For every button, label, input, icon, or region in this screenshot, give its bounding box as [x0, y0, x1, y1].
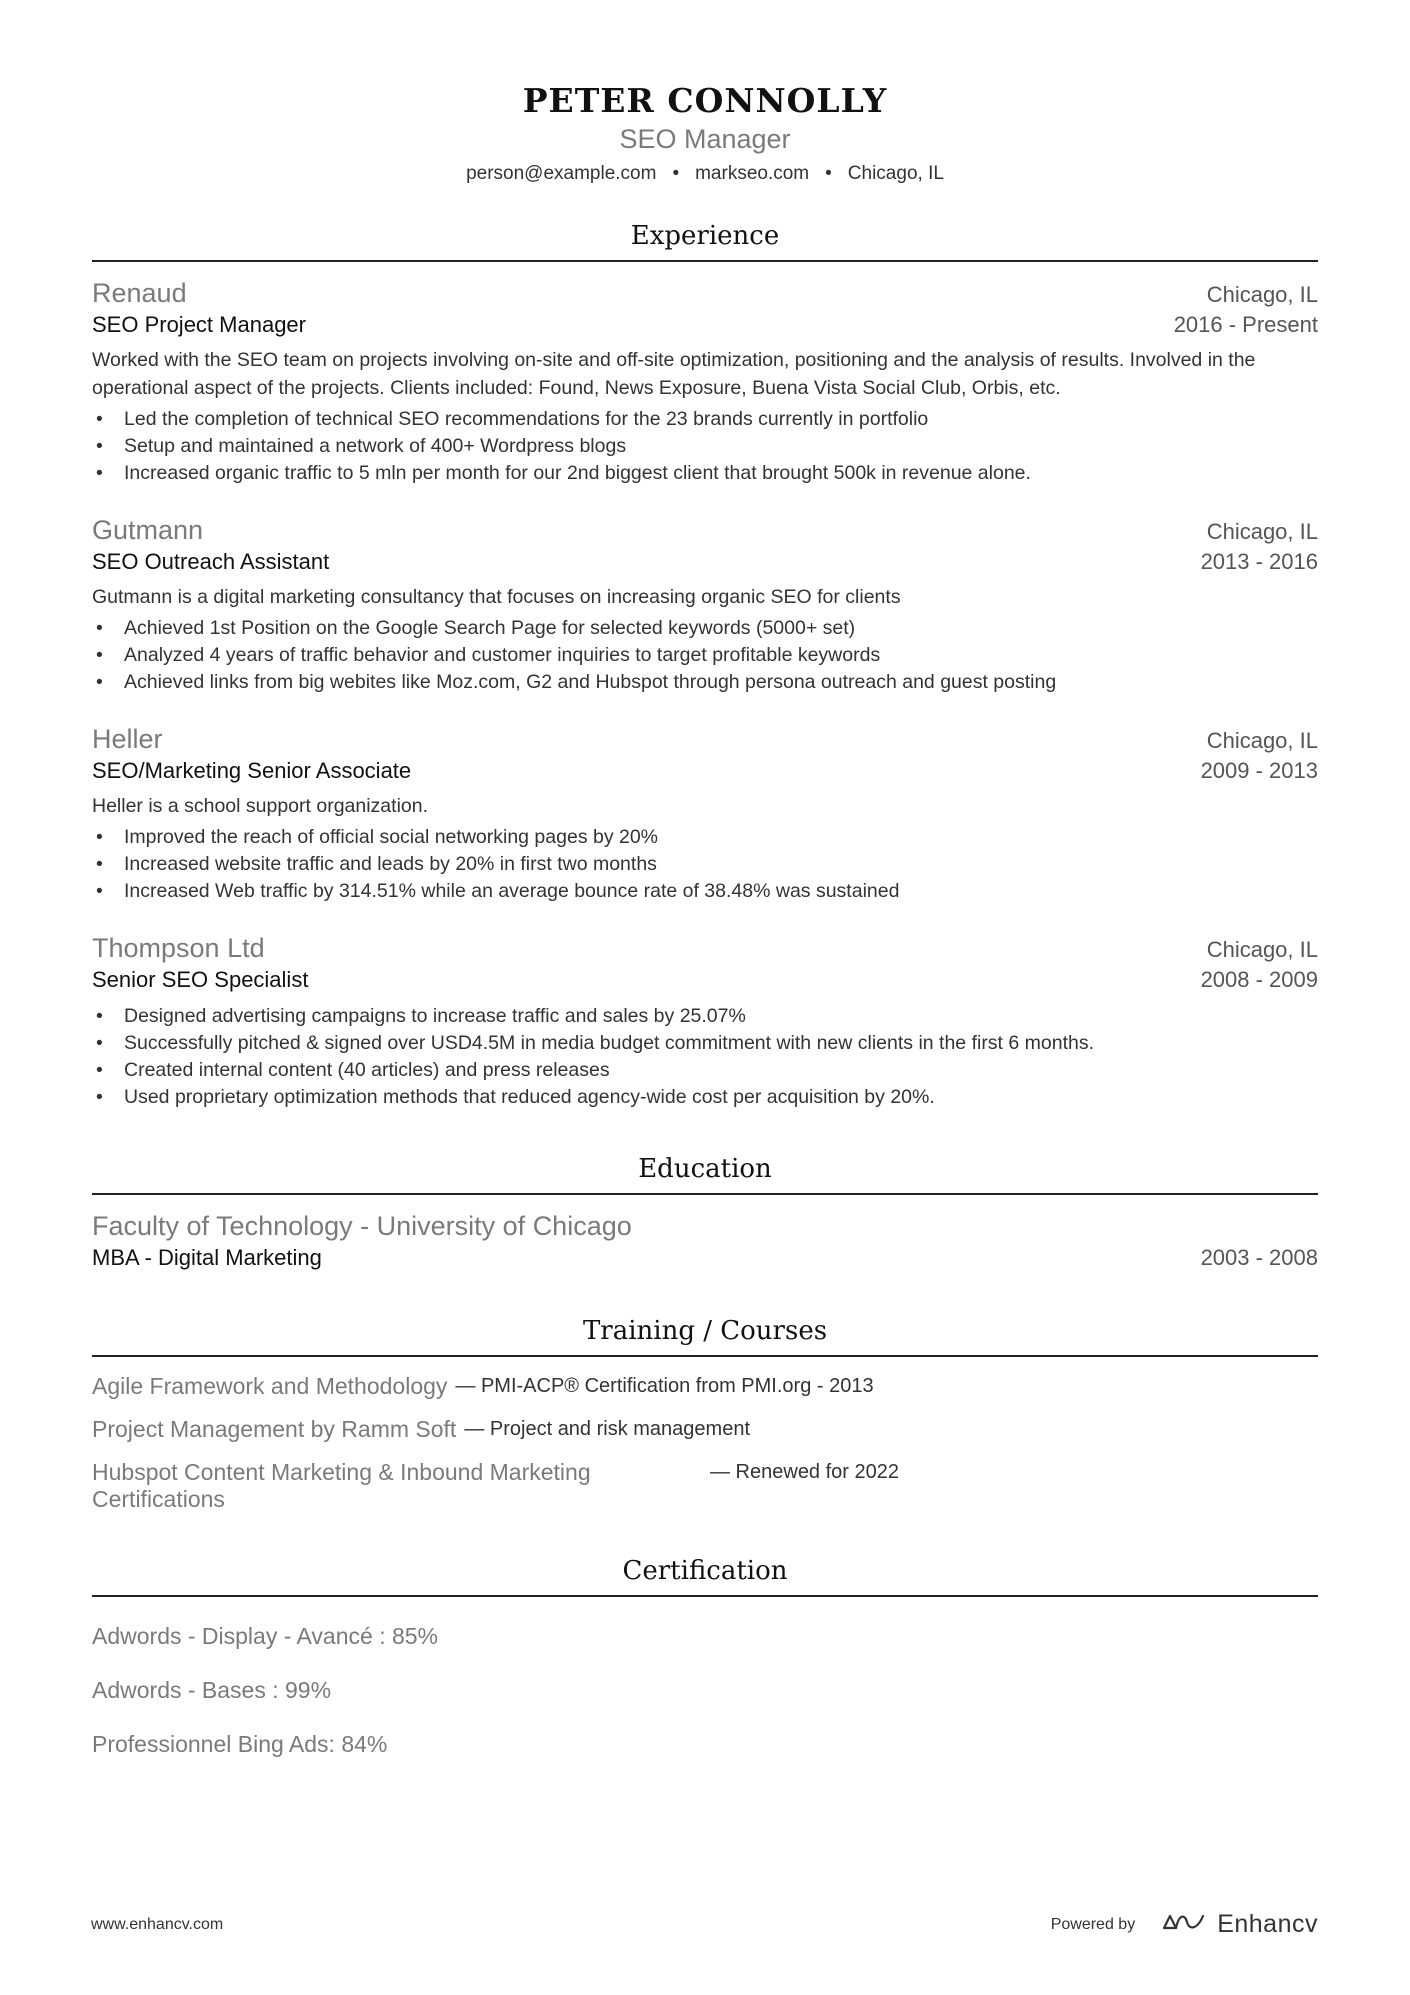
- achievement-list: [92, 615, 1318, 696]
- achievement-item: • Led the completion of technical SEO recommendations for the 23 brands currently in portfolio: [92, 406, 1318, 433]
- achievement-list: [92, 406, 1318, 487]
- enhancv-logo-icon: [1161, 1910, 1207, 1939]
- job-description: Gutmann is a digital marketing consultancy that focuses on increasing organic SEO for clients: [92, 586, 901, 608]
- achievement-item: • Created internal content (40 articles) and press releases: [92, 1057, 1318, 1084]
- education-section: [92, 1151, 1318, 1273]
- section-title: Certification: [92, 1553, 1318, 1597]
- education-dates: 2003 - 2008: [1200, 1245, 1318, 1270]
- job-location: Chicago, IL: [1206, 519, 1318, 544]
- job-title: SEO/Marketing Senior Associate: [92, 758, 412, 783]
- email-link[interactable]: person@example.com: [466, 163, 657, 184]
- company-name: Heller: [92, 724, 163, 754]
- achievement-item: • Increased website traffic and leads by 20% in first two months: [92, 851, 1318, 878]
- resume-header: [92, 80, 1318, 188]
- job-description: Heller is a school support organization.: [92, 795, 429, 817]
- experience-entry: [92, 276, 1318, 487]
- job-title: Senior SEO Specialist: [92, 967, 309, 992]
- experience-entry: [92, 931, 1318, 1111]
- course-detail: — Project and risk management: [464, 1418, 751, 1440]
- achievement-item: • Improved the reach of official social networking pages by 20%: [92, 824, 1318, 851]
- course-item: [92, 1373, 1318, 1400]
- job-location: Chicago, IL: [1206, 937, 1318, 962]
- job-title: SEO Project Manager: [92, 312, 306, 337]
- section-title: Experience: [92, 218, 1318, 262]
- course-name: Hubspot Content Marketing & Inbound Marketing Certifications: [92, 1459, 591, 1512]
- experience-entry: [92, 513, 1318, 696]
- job-title: SEO Outreach Assistant: [92, 549, 330, 574]
- candidate-role: SEO Manager: [619, 124, 791, 154]
- location-text: Chicago, IL: [847, 163, 944, 184]
- job-dates: 2013 - 2016: [1200, 549, 1318, 574]
- course-detail: — Renewed for 2022: [710, 1461, 900, 1483]
- powered-by-label: Powered by: [1050, 1915, 1136, 1933]
- course-name: Project Management by Ramm Soft: [92, 1416, 457, 1442]
- page-footer: [91, 1910, 1318, 1939]
- job-description: Worked with the SEO team on projects involving on-site and off-site optimization, positioning and the analysis of results. Involved in the operational aspect of the projects. Clients included: Found, News Exposure, Buena Vista Social Club, Orbis, etc.: [92, 349, 1256, 399]
- achievement-item: • Setup and maintained a network of 400+ Wordpress blogs: [92, 433, 1318, 460]
- course-item: [92, 1459, 1318, 1513]
- section-title: Training / Courses: [92, 1313, 1318, 1357]
- certification-item: Professionnel Bing Ads: 84%: [92, 1731, 388, 1757]
- company-name: Thompson Ltd: [92, 933, 265, 963]
- school-name: Faculty of Technology - University of Chicago: [92, 1211, 632, 1241]
- website-link[interactable]: markseo.com: [695, 163, 810, 184]
- achievement-item: • Designed advertising campaigns to increase traffic and sales by 25.07%: [92, 1003, 1318, 1030]
- achievement-item: • Increased Web traffic by 314.51% while an average bounce rate of 38.48% was sustained: [92, 878, 1318, 905]
- powered-by-block: [1051, 1910, 1318, 1939]
- job-location: Chicago, IL: [1206, 282, 1318, 307]
- achievement-list: [92, 1003, 1318, 1111]
- achievement-item: • Used proprietary optimization methods that reduced agency-wide cost per acquisition by 20%.: [92, 1084, 1318, 1111]
- contact-line: [92, 160, 1318, 188]
- job-dates: 2008 - 2009: [1200, 967, 1318, 992]
- course-name: Agile Framework and Methodology: [92, 1373, 448, 1399]
- brand-name[interactable]: Enhancv: [1217, 1910, 1318, 1938]
- job-location: Chicago, IL: [1206, 728, 1318, 753]
- achievement-item: • Achieved links from big webites like Moz.com, G2 and Hubspot through persona outreach and guest posting: [92, 669, 1318, 696]
- experience-section: [92, 218, 1318, 1111]
- company-name: Renaud: [92, 278, 187, 308]
- achievement-item: • Achieved 1st Position on the Google Search Page for selected keywords (5000+ set): [92, 615, 1318, 642]
- job-dates: 2009 - 2013: [1200, 758, 1318, 783]
- footer-site-link[interactable]: www.enhancv.com: [91, 1915, 224, 1933]
- certification-item: Adwords - Bases : 99%: [92, 1677, 332, 1703]
- section-title: Education: [92, 1151, 1318, 1195]
- company-name: Gutmann: [92, 515, 204, 545]
- course-detail: — PMI-ACP® Certification from PMI.org - 2013: [455, 1375, 874, 1397]
- certification-item: Adwords - Display - Avancé : 85%: [92, 1623, 439, 1649]
- achievement-item: • Successfully pitched & signed over USD4.5M in media budget commitment with new clients in the first 6 months.: [92, 1030, 1318, 1057]
- training-section: [92, 1313, 1318, 1513]
- certification-section: [92, 1553, 1318, 1759]
- job-dates: 2016 - Present: [1173, 312, 1318, 337]
- separator-dot: •: [825, 163, 832, 184]
- achievement-item: • Analyzed 4 years of traffic behavior and customer inquiries to target profitable keywords: [92, 642, 1318, 669]
- achievement-item: • Increased organic traffic to 5 mln per month for our 2nd biggest client that brought 500k in revenue alone.: [92, 460, 1318, 487]
- experience-entry: [92, 722, 1318, 905]
- separator-dot: •: [672, 163, 680, 184]
- degree-title: MBA - Digital Marketing: [92, 1245, 322, 1270]
- course-item: [92, 1416, 1318, 1443]
- achievement-list: [92, 824, 1318, 905]
- candidate-name: PETER CONNOLLY: [522, 81, 888, 120]
